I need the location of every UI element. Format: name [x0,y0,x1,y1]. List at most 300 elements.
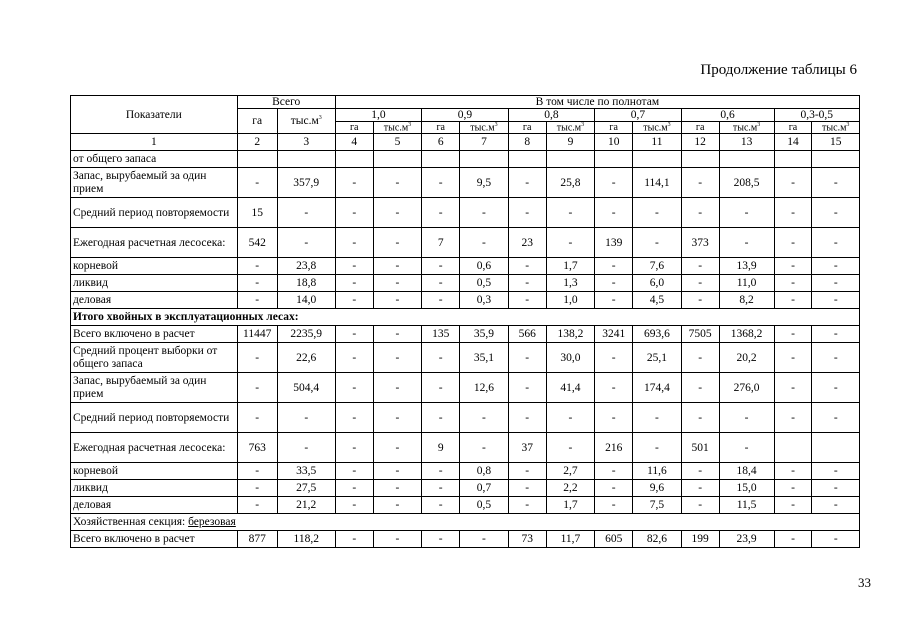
table-cell: 18,8 [277,275,335,292]
table-cell: 35,9 [460,326,509,343]
table-cell: - [774,403,812,433]
table-cell [774,433,812,463]
unit-label: тыс.м [822,122,847,134]
row-label: деловая [71,292,238,309]
table-cell: - [774,326,812,343]
table-cell: - [812,258,860,275]
table-cell: - [373,168,422,198]
column-number: 8 [508,134,546,151]
table-cell: 27,5 [277,480,335,497]
table-cell [460,151,509,168]
table-cell: - [422,480,460,497]
table-row [71,373,860,403]
unit-ha-header: га [681,122,719,134]
forest-data-table [70,95,860,548]
table-cell: 11,6 [633,463,682,480]
unit-superscript: 3 [846,122,850,128]
column-number-row [71,134,860,151]
table-cell: 11,5 [719,497,774,514]
table-cell [681,151,719,168]
table-cell: 693,6 [633,326,682,343]
total-vol-header [277,109,335,134]
table-cell: - [812,326,860,343]
table-cell: - [460,531,509,548]
section-title [71,514,860,531]
table-cell: 2,7 [546,463,595,480]
table-row [71,275,860,292]
table-cell: - [237,373,277,403]
table-cell: 41,4 [546,373,595,403]
table-cell: 12,6 [460,373,509,403]
table-cell: 1,3 [546,275,595,292]
table-cell: - [508,463,546,480]
table-cell: - [681,275,719,292]
unit-label: тыс.м [643,122,668,134]
table-cell: 138,2 [546,326,595,343]
table-cell: 30,0 [546,343,595,373]
table-cell: - [335,433,373,463]
table-cell: - [373,258,422,275]
table-cell: - [373,326,422,343]
table-cell: - [812,292,860,309]
row-label: Ежегодная расчетная лесосека: [71,433,238,463]
table-cell: 0,8 [460,463,509,480]
table-cell: - [373,403,422,433]
table-cell: 25,8 [546,168,595,198]
table-header [71,96,860,151]
table-row [71,292,860,309]
table-cell: 14,0 [277,292,335,309]
table-cell: - [546,198,595,228]
table-cell: 877 [237,531,277,548]
table-cell: - [595,343,633,373]
table-cell: - [373,497,422,514]
table-cell: - [681,463,719,480]
table-cell: 18,4 [719,463,774,480]
by-density-header: В том числе по полнотам [335,96,859,109]
row-label: корневой [71,258,238,275]
table-cell: - [681,198,719,228]
density-header: 0,9 [422,109,508,122]
table-cell: - [681,403,719,433]
table-cell: 0,3 [460,292,509,309]
density-header: 0,3-0,5 [774,109,860,122]
row-label: Всего включено в расчет [71,531,238,548]
table-row [71,497,860,514]
unit-vol-header [460,122,509,134]
table-row [71,168,860,198]
table-cell: - [422,198,460,228]
table-cell: 0,6 [460,258,509,275]
table-cell: 6,0 [633,275,682,292]
table-cell: 216 [595,433,633,463]
table-cell: 25,1 [633,343,682,373]
table-cell: 174,4 [633,373,682,403]
table-cell: - [719,198,774,228]
table-cell: - [508,275,546,292]
table-cell [335,151,373,168]
table-cell: 8,2 [719,292,774,309]
table-cell: - [812,480,860,497]
table-cell: - [422,373,460,403]
table-cell: 37 [508,433,546,463]
unit-vol-header [373,122,422,134]
table-cell: 7 [422,228,460,258]
table-cell: 1,7 [546,258,595,275]
section-row [71,514,860,531]
table-cell: - [508,497,546,514]
table-cell: - [237,497,277,514]
table-cell: - [508,373,546,403]
row-label: Средний период повторяемости [71,198,238,228]
table-cell: 4,5 [633,292,682,309]
table-cell: - [335,463,373,480]
table-cell: - [373,292,422,309]
table-cell: 139 [595,228,633,258]
table-cell: - [508,258,546,275]
table-cell: - [595,463,633,480]
table-cell: - [595,373,633,403]
table-cell: 23,9 [719,531,774,548]
density-header: 1,0 [335,109,421,122]
table-cell: - [237,343,277,373]
table-cell: - [373,531,422,548]
table-cell: 11447 [237,326,277,343]
table-cell: 3241 [595,326,633,343]
table-cell: - [373,228,422,258]
table-cell: - [237,168,277,198]
table-cell: - [812,531,860,548]
table-cell: - [774,198,812,228]
table-cell: 11,7 [546,531,595,548]
table-cell: - [422,275,460,292]
section-text: Итого хвойных в эксплуатационных лесах: [73,311,299,324]
table-cell: - [422,531,460,548]
table-cell: - [422,343,460,373]
table-cell: 199 [681,531,719,548]
table-cell: 504,4 [277,373,335,403]
table-cell: - [633,433,682,463]
table-cell: - [335,531,373,548]
table-cell: - [460,403,509,433]
table-cell: - [633,228,682,258]
table-cell: - [237,275,277,292]
table-cell: - [335,373,373,403]
table-cell: - [373,275,422,292]
unit-label: тыс.м [383,122,409,134]
unit-superscript: 3 [494,122,498,128]
table-cell [633,151,682,168]
table-cell: - [508,480,546,497]
table-cell: 2,2 [546,480,595,497]
table-cell: - [422,403,460,433]
row-label: Средний процент выборки от общего запаса [71,343,238,373]
row-label: Запас, вырубаемый за один прием [71,168,238,198]
table-cell: - [508,168,546,198]
table-row [71,326,860,343]
table-cell: - [335,292,373,309]
column-number: 4 [335,134,373,151]
table-cell: 9,5 [460,168,509,198]
table-cell: 9,6 [633,480,682,497]
column-number: 9 [546,134,595,151]
table-cell: - [681,292,719,309]
table-cell [508,151,546,168]
table-cell: - [460,228,509,258]
unit-vol-header [546,122,595,134]
table-cell: 20,2 [719,343,774,373]
column-number: 1 [71,134,238,151]
table-cell: - [812,228,860,258]
table-cell: 542 [237,228,277,258]
table-cell: - [595,258,633,275]
table-cell: - [774,463,812,480]
table-cell [237,151,277,168]
table-cell: - [812,373,860,403]
table-cell: - [373,480,422,497]
table-cell: - [422,463,460,480]
table-cell: 605 [595,531,633,548]
table-cell: 114,1 [633,168,682,198]
column-number: 5 [373,134,422,151]
table-cell [719,151,774,168]
table-cell: - [774,258,812,275]
table-cell: - [633,403,682,433]
table-cell: 763 [237,433,277,463]
table-row [71,531,860,548]
unit-superscript: 3 [757,122,761,128]
table-cell: - [774,373,812,403]
table-cell: - [774,343,812,373]
row-label: деловая [71,497,238,514]
table-cell: - [237,463,277,480]
table-cell: - [595,198,633,228]
table-cell: - [373,373,422,403]
table-cell [812,151,860,168]
density-header: 0,7 [595,109,681,122]
column-number: 13 [719,134,774,151]
table-row [71,480,860,497]
table-cell: 23 [508,228,546,258]
density-header: 0,8 [508,109,594,122]
unit-label: тыс.м [470,122,495,134]
table-cell: - [774,275,812,292]
unit-ha-header: га [508,122,546,134]
table-cell: - [335,480,373,497]
table-cell: 23,8 [277,258,335,275]
table-cell [812,433,860,463]
row-label: Ежегодная расчетная лесосека: [71,228,238,258]
table-cell: 15 [237,198,277,228]
table-cell: - [237,292,277,309]
table-cell: - [719,228,774,258]
table-cell: - [719,433,774,463]
table-cell: 22,6 [277,343,335,373]
table-cell: - [681,168,719,198]
table-cell: - [681,480,719,497]
unit-superscript: 3 [318,115,322,122]
row-label: от общего запаса [71,151,238,168]
unit-label: тыс.м [556,122,582,134]
section-title [71,309,860,326]
unit-ha-header: га [422,122,460,134]
table-cell: - [595,292,633,309]
table-cell: - [373,433,422,463]
header-row-1 [71,96,860,109]
table-cell: 276,0 [719,373,774,403]
table-cell: - [595,480,633,497]
row-label: ликвид [71,480,238,497]
table-cell: - [335,258,373,275]
table-cell: - [774,531,812,548]
table-cell: - [546,403,595,433]
table-cell: - [774,480,812,497]
total-ha-header: га [237,109,277,134]
table-cell: - [719,403,774,433]
column-number: 6 [422,134,460,151]
table-cell: - [508,292,546,309]
table-cell: - [335,198,373,228]
table-cell: 1368,2 [719,326,774,343]
table-cell: 208,5 [719,168,774,198]
table-cell: 118,2 [277,531,335,548]
unit-superscript: 3 [667,122,671,128]
table-cell: - [508,403,546,433]
table-cell: - [422,497,460,514]
column-number: 14 [774,134,812,151]
table-cell [595,151,633,168]
unit-ha-header: га [595,122,633,134]
column-number: 3 [277,134,335,151]
table-cell: - [335,275,373,292]
row-label: Средний период повторяемости [71,403,238,433]
table-cell: - [237,480,277,497]
unit-vol-header [719,122,774,134]
table-cell: - [508,343,546,373]
table-cell: 7,6 [633,258,682,275]
table-cell: 7,5 [633,497,682,514]
column-number: 7 [460,134,509,151]
table-cell: - [774,228,812,258]
page-number: 33 [858,575,871,590]
table-cell: - [373,343,422,373]
unit-label: тыс.м [290,115,319,128]
unit-ha-header: га [335,122,373,134]
table-cell: - [335,168,373,198]
table-cell: - [335,343,373,373]
table-cell: - [774,497,812,514]
table-cell: - [335,326,373,343]
unit-superscript: 3 [581,122,585,128]
table-cell [373,151,422,168]
table-cell: - [774,292,812,309]
table-cell: - [277,403,335,433]
table-cell: - [681,258,719,275]
table-cell: 501 [681,433,719,463]
table-cell: 73 [508,531,546,548]
table-row [71,403,860,433]
table-cell [546,151,595,168]
table-cell: - [633,198,682,228]
table-cell: 1,0 [546,292,595,309]
table-cell: - [681,373,719,403]
table-cell: - [335,403,373,433]
table-cell: 21,2 [277,497,335,514]
unit-superscript: 3 [408,122,412,128]
table-cell: - [422,168,460,198]
table-cell: 33,5 [277,463,335,480]
table-cell: - [774,168,812,198]
table-row [71,433,860,463]
section-name: березовая [188,516,236,529]
row-label: Запас, вырубаемый за один прием [71,373,238,403]
table-cell: 0,7 [460,480,509,497]
density-header: 0,6 [681,109,774,122]
table-cell: - [812,198,860,228]
column-number: 2 [237,134,277,151]
table-cell: 2235,9 [277,326,335,343]
table-cell: - [812,463,860,480]
table-cell: - [422,258,460,275]
table-cell: 35,1 [460,343,509,373]
table-cell: - [460,198,509,228]
table-row [71,198,860,228]
table-cell: - [546,433,595,463]
total-header: Всего [237,96,335,109]
table-cell: - [335,228,373,258]
unit-ha-header: га [774,122,812,134]
table-cell: - [237,258,277,275]
table-cell: - [812,275,860,292]
table-cell: 357,9 [277,168,335,198]
table-cell [422,151,460,168]
table-cell: 0,5 [460,497,509,514]
table-cell: - [277,433,335,463]
table-cell [277,151,335,168]
table-cell: - [460,433,509,463]
table-cell: - [812,403,860,433]
table-cell: - [373,198,422,228]
column-number: 11 [633,134,682,151]
table-cell: - [595,497,633,514]
table-cell: - [277,198,335,228]
table-cell: - [422,292,460,309]
table-cell: - [812,168,860,198]
column-number: 15 [812,134,860,151]
table-caption: Продолжение таблицы 6 [700,62,857,78]
row-label: корневой [71,463,238,480]
table-row [71,463,860,480]
section-row [71,309,860,326]
table-cell: - [335,497,373,514]
table-cell: - [237,403,277,433]
unit-vol-header [812,122,860,134]
table-cell: 0,5 [460,275,509,292]
row-label: Всего включено в расчет [71,326,238,343]
section-text: Хозяйственная секция: [73,516,189,529]
unit-vol-header [633,122,682,134]
table-cell: 1,7 [546,497,595,514]
indicator-header: Показатели [71,96,238,134]
table-row [71,228,860,258]
table-cell: - [277,228,335,258]
table-cell: - [681,497,719,514]
table-cell: 373 [681,228,719,258]
table-cell: - [508,198,546,228]
table-cell: - [546,228,595,258]
table-cell: - [373,463,422,480]
table-cell: - [595,275,633,292]
